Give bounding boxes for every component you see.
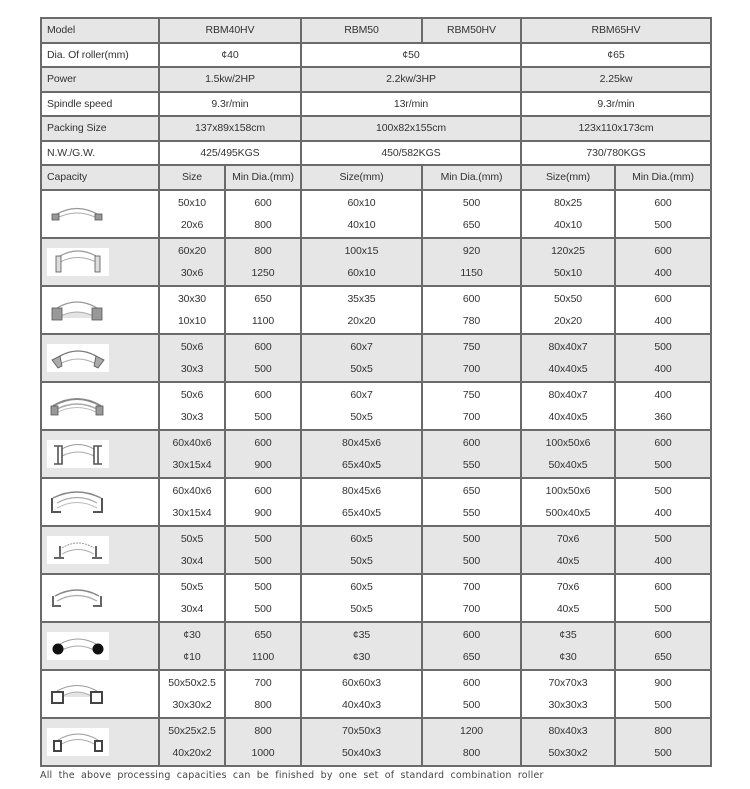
- min-dia-cell: [615, 286, 711, 334]
- size-cell: [301, 190, 422, 238]
- value-min: 500: [254, 602, 272, 615]
- value-min: 50x5: [350, 602, 373, 615]
- profile-cell: [41, 286, 159, 334]
- capacity-row: [41, 238, 711, 286]
- flat-bar-edgewise-icon: [47, 248, 109, 276]
- value-min: 60x10: [347, 266, 376, 279]
- value-min: 500: [254, 410, 272, 423]
- value-min: 400: [654, 554, 672, 567]
- value-min: 400: [654, 314, 672, 327]
- size-cell: [159, 190, 225, 238]
- value-max: 600: [654, 628, 672, 641]
- size-cell: [521, 430, 615, 478]
- size-cell: [159, 286, 225, 334]
- row-spindle-speed: [41, 92, 711, 117]
- min-dia-cell: [422, 286, 521, 334]
- size-cell: [521, 334, 615, 382]
- rect-tube-icon: [47, 728, 109, 756]
- value-max: 600: [654, 244, 672, 257]
- profile-cell: [41, 574, 159, 622]
- value-min: 800: [254, 698, 272, 711]
- value-max: 500: [462, 196, 481, 209]
- footnote: All the above processing capacities can be finished by one set of standard combination roller: [40, 770, 544, 781]
- value-max: 900: [654, 676, 672, 689]
- value-min: 650: [462, 218, 481, 231]
- value-min: 20x20: [553, 314, 583, 327]
- value-min: 550: [462, 506, 481, 519]
- min-dia-cell: [422, 382, 521, 430]
- capacity-row: [41, 526, 711, 574]
- value-max: 500: [462, 532, 481, 545]
- min-dia-cell: [225, 430, 301, 478]
- value-max: 100x50x6: [545, 484, 591, 497]
- row-label: Capacity: [41, 165, 159, 190]
- value-min: ¢30: [352, 650, 371, 663]
- min-dia-cell: [422, 526, 521, 574]
- value-min: 20x6: [180, 218, 204, 231]
- min-dia-cell: [225, 238, 301, 286]
- capacity-row: [41, 670, 711, 718]
- min-dia-cell: [422, 238, 521, 286]
- size-cell: [301, 670, 422, 718]
- row-roller-dia: [41, 43, 711, 68]
- value-min: 50x30x2: [548, 746, 588, 759]
- size-cell: [521, 622, 615, 670]
- row-packing-size: [41, 116, 711, 141]
- size-cell: [521, 238, 615, 286]
- value-max: 700: [462, 580, 481, 593]
- value-max: 800: [254, 724, 272, 737]
- value-max: 1200: [460, 724, 483, 737]
- min-dia-cell: [422, 190, 521, 238]
- min-dia-cell: [422, 574, 521, 622]
- value-min: 1100: [251, 650, 275, 663]
- value-max: 50x10: [177, 196, 207, 209]
- value-min: 30x4: [180, 602, 204, 615]
- row-model: [41, 18, 711, 43]
- value-cell: 450/582KGS: [301, 141, 521, 166]
- value-min: 40x10: [553, 218, 583, 231]
- value-min: 30x6: [180, 266, 204, 279]
- value-cell: 1.5kw/2HP: [159, 67, 301, 92]
- size-cell: [521, 190, 615, 238]
- value-max: 80x40x3: [548, 724, 588, 737]
- round-bar-icon: [47, 632, 109, 660]
- square-tube-icon: [47, 680, 107, 708]
- row-label: Spindle speed: [41, 92, 159, 117]
- profile-cell: [41, 190, 159, 238]
- value-min: 700: [462, 410, 481, 423]
- value-max: 50x5: [180, 580, 204, 593]
- value-min: 1250: [251, 266, 275, 279]
- value-max: 600: [462, 292, 481, 305]
- profile-cell: [41, 526, 159, 574]
- value-max: 60x10: [347, 196, 376, 209]
- min-dia-cell: [615, 670, 711, 718]
- value-max: 750: [462, 340, 481, 353]
- value-min: 900: [254, 506, 272, 519]
- capacity-row: [41, 286, 711, 334]
- profile-cell: [41, 430, 159, 478]
- min-dia-cell: [225, 478, 301, 526]
- column-header: Min Dia.(mm): [422, 165, 521, 190]
- row-label: Power: [41, 67, 159, 92]
- min-dia-cell: [615, 574, 711, 622]
- min-dia-cell: [225, 670, 301, 718]
- capacity-row: [41, 718, 711, 766]
- profile-cell: [41, 382, 159, 430]
- row-label: Model: [41, 18, 159, 43]
- value-max: 800: [254, 244, 272, 257]
- size-cell: [301, 478, 422, 526]
- capacity-row: [41, 622, 711, 670]
- size-cell: [301, 286, 422, 334]
- value-min: 800: [254, 218, 272, 231]
- value-max: 70x6: [556, 580, 580, 593]
- spec-table: [40, 17, 712, 767]
- model-cell: RBM65HV: [521, 18, 711, 43]
- value-min: 500: [462, 554, 481, 567]
- value-max: 50x6: [180, 388, 204, 401]
- value-cell: 2.2kw/3HP: [301, 67, 521, 92]
- value-max: 600: [462, 436, 481, 449]
- value-min: 50x5: [350, 362, 373, 375]
- value-max: 600: [654, 436, 672, 449]
- value-min: 65x40x5: [342, 458, 381, 471]
- value-min: 700: [462, 602, 481, 615]
- value-cell: ¢50: [301, 43, 521, 68]
- value-min: 500: [654, 746, 672, 759]
- value-max: 70x70x3: [548, 676, 588, 689]
- value-min: 550: [462, 458, 481, 471]
- capacity-row: [41, 574, 711, 622]
- size-cell: [159, 526, 225, 574]
- size-cell: [301, 334, 422, 382]
- min-dia-cell: [615, 238, 711, 286]
- value-max: 80x40x7: [548, 388, 588, 401]
- value-min: 30x3: [180, 362, 204, 375]
- min-dia-cell: [615, 718, 711, 766]
- value-min: 700: [462, 362, 481, 375]
- value-min: 40x5: [556, 554, 580, 567]
- min-dia-cell: [422, 334, 521, 382]
- value-min: 50x5: [350, 554, 373, 567]
- profile-cell: [41, 334, 159, 382]
- value-max: 60x20: [177, 244, 207, 257]
- value-max: 500: [254, 532, 272, 545]
- value-max: 500: [254, 580, 272, 593]
- channel-in-icon: [47, 488, 107, 516]
- value-min: 650: [462, 650, 481, 663]
- value-cell: 9.3r/min: [159, 92, 301, 117]
- value-cell: 137x89x158cm: [159, 116, 301, 141]
- value-min: 50x40x5: [548, 458, 588, 471]
- size-cell: [159, 430, 225, 478]
- value-cell: 425/495KGS: [159, 141, 301, 166]
- value-max: 50x6: [180, 340, 204, 353]
- value-max: 80x45x6: [342, 484, 381, 497]
- row-weight: [41, 141, 711, 166]
- capacity-row: [41, 334, 711, 382]
- row-label: Packing Size: [41, 116, 159, 141]
- value-max: 650: [254, 292, 272, 305]
- value-min: 400: [654, 362, 672, 375]
- value-max: ¢30: [183, 628, 201, 641]
- angle-iron-in-icon: [47, 392, 107, 420]
- profile-cell: [41, 478, 159, 526]
- min-dia-cell: [422, 622, 521, 670]
- min-dia-cell: [225, 190, 301, 238]
- capacity-rows: [41, 190, 711, 766]
- value-min: 30x30x3: [548, 698, 588, 711]
- min-dia-cell: [615, 526, 711, 574]
- size-cell: [159, 622, 225, 670]
- value-max: 600: [254, 196, 272, 209]
- min-dia-cell: [422, 670, 521, 718]
- value-min: 50x5: [350, 410, 373, 423]
- row-capacity-header: [41, 165, 711, 190]
- value-min: 30x30x2: [172, 698, 212, 711]
- t-bar-out-icon: [47, 536, 109, 564]
- min-dia-cell: [225, 334, 301, 382]
- value-max: 600: [654, 196, 672, 209]
- min-dia-cell: [615, 190, 711, 238]
- size-cell: [159, 382, 225, 430]
- profile-cell: [41, 238, 159, 286]
- value-min: 360: [654, 410, 672, 423]
- size-cell: [521, 286, 615, 334]
- value-min: ¢30: [559, 650, 577, 663]
- value-max: 600: [254, 484, 272, 497]
- value-max: 70x6: [556, 532, 580, 545]
- row-label: Dia. Of roller(mm): [41, 43, 159, 68]
- value-min: 780: [462, 314, 481, 327]
- size-cell: [159, 718, 225, 766]
- value-min: 65x40x5: [342, 506, 381, 519]
- value-max: 500: [654, 484, 672, 497]
- min-dia-cell: [225, 718, 301, 766]
- value-max: 80x40x7: [548, 340, 588, 353]
- value-min: 50x40x3: [342, 746, 381, 759]
- value-cell: ¢40: [159, 43, 301, 68]
- min-dia-cell: [225, 382, 301, 430]
- value-min: 1150: [460, 266, 483, 279]
- min-dia-cell: [225, 574, 301, 622]
- size-cell: [301, 430, 422, 478]
- column-header: Size(mm): [301, 165, 422, 190]
- value-max: 60x7: [350, 388, 373, 401]
- value-max: 750: [462, 388, 481, 401]
- size-cell: [159, 670, 225, 718]
- profile-cell: [41, 718, 159, 766]
- size-cell: [301, 238, 422, 286]
- value-min: 500: [254, 362, 272, 375]
- model-cell: RBM50HV: [422, 18, 521, 43]
- model-cell: RBM50: [301, 18, 422, 43]
- size-cell: [521, 718, 615, 766]
- value-min: 1100: [251, 314, 275, 327]
- min-dia-cell: [615, 382, 711, 430]
- value-max: 60x7: [350, 340, 373, 353]
- value-min: 10x10: [177, 314, 207, 327]
- value-min: 500: [654, 218, 672, 231]
- value-max: ¢35: [559, 628, 577, 641]
- value-min: 30x3: [180, 410, 204, 423]
- size-cell: [159, 478, 225, 526]
- profile-cell: [41, 622, 159, 670]
- value-max: 100x15: [344, 244, 379, 257]
- min-dia-cell: [422, 478, 521, 526]
- value-min: 500: [462, 698, 481, 711]
- capacity-row: [41, 478, 711, 526]
- capacity-row: [41, 430, 711, 478]
- size-cell: [521, 382, 615, 430]
- min-dia-cell: [615, 478, 711, 526]
- value-max: 60x5: [350, 532, 373, 545]
- value-min: 1000: [251, 746, 275, 759]
- column-header: Size(mm): [521, 165, 615, 190]
- value-max: 600: [254, 436, 272, 449]
- value-max: 600: [654, 580, 672, 593]
- row-label: N.W./G.W.: [41, 141, 159, 166]
- min-dia-cell: [615, 430, 711, 478]
- value-max: 650: [462, 484, 481, 497]
- value-min: 400: [654, 506, 672, 519]
- value-max: 800: [654, 724, 672, 737]
- value-min: 30x15x4: [172, 458, 212, 471]
- size-cell: [521, 526, 615, 574]
- column-header: Min Dia.(mm): [615, 165, 711, 190]
- angle-iron-out-icon: [47, 344, 109, 372]
- flat-bar-icon: [47, 200, 107, 228]
- min-dia-cell: [615, 334, 711, 382]
- value-max: 50x5: [180, 532, 204, 545]
- column-header: Size: [159, 165, 225, 190]
- value-max: 400: [654, 388, 672, 401]
- square-bar-icon: [47, 296, 107, 324]
- capacity-row: [41, 382, 711, 430]
- value-max: 35x35: [347, 292, 376, 305]
- min-dia-cell: [225, 286, 301, 334]
- size-cell: [521, 478, 615, 526]
- value-min: 800: [462, 746, 481, 759]
- value-max: 80x25: [553, 196, 583, 209]
- min-dia-cell: [422, 718, 521, 766]
- size-cell: [301, 526, 422, 574]
- value-max: 70x50x3: [342, 724, 381, 737]
- value-max: ¢35: [352, 628, 371, 641]
- value-min: 40x10: [347, 218, 376, 231]
- value-min: 500: [654, 602, 672, 615]
- value-min: 40x40x3: [342, 698, 381, 711]
- value-min: ¢10: [183, 650, 201, 663]
- value-cell: 2.25kw: [521, 67, 711, 92]
- value-min: 500x40x5: [545, 506, 591, 519]
- value-min: 400: [654, 266, 672, 279]
- value-cell: 9.3r/min: [521, 92, 711, 117]
- size-cell: [521, 574, 615, 622]
- value-min: 500: [654, 458, 672, 471]
- value-max: 60x40x6: [172, 484, 212, 497]
- value-max: 920: [462, 244, 481, 257]
- value-min: 40x20x2: [172, 746, 212, 759]
- size-cell: [301, 382, 422, 430]
- size-cell: [301, 574, 422, 622]
- value-min: 500: [254, 554, 272, 567]
- value-cell: 100x82x155cm: [301, 116, 521, 141]
- row-power: [41, 67, 711, 92]
- value-max: 500: [654, 340, 672, 353]
- value-max: 60x60x3: [342, 676, 381, 689]
- value-max: 30x30: [177, 292, 207, 305]
- value-max: 60x40x6: [172, 436, 212, 449]
- value-max: 600: [254, 388, 272, 401]
- channel-out-icon: [47, 440, 109, 468]
- value-max: 100x50x6: [545, 436, 591, 449]
- value-cell: 123x110x173cm: [521, 116, 711, 141]
- value-min: 40x40x5: [548, 362, 588, 375]
- min-dia-cell: [615, 622, 711, 670]
- value-max: 600: [462, 628, 481, 641]
- value-min: 40x40x5: [548, 410, 588, 423]
- capacity-row: [41, 190, 711, 238]
- value-max: 600: [462, 676, 481, 689]
- min-dia-cell: [225, 622, 301, 670]
- value-min: 900: [254, 458, 272, 471]
- value-min: 500: [654, 698, 672, 711]
- size-cell: [159, 238, 225, 286]
- size-cell: [301, 622, 422, 670]
- size-cell: [521, 670, 615, 718]
- column-header: Min Dia.(mm): [225, 165, 301, 190]
- value-min: 40x5: [556, 602, 580, 615]
- value-min: 30x4: [180, 554, 204, 567]
- value-min: 50x10: [553, 266, 583, 279]
- value-max: 50x25x2.5: [168, 724, 216, 737]
- size-cell: [159, 574, 225, 622]
- value-max: 600: [254, 340, 272, 353]
- value-max: 60x5: [350, 580, 373, 593]
- model-cell: RBM40HV: [159, 18, 301, 43]
- size-cell: [301, 718, 422, 766]
- min-dia-cell: [225, 526, 301, 574]
- t-bar-in-icon: [47, 584, 107, 612]
- value-max: 50x50x2.5: [168, 676, 216, 689]
- profile-cell: [41, 670, 159, 718]
- min-dia-cell: [422, 430, 521, 478]
- value-max: 600: [654, 292, 672, 305]
- value-max: 500: [654, 532, 672, 545]
- value-max: 80x45x6: [342, 436, 381, 449]
- value-cell: ¢65: [521, 43, 711, 68]
- value-cell: 13r/min: [301, 92, 521, 117]
- value-min: 20x20: [347, 314, 376, 327]
- value-max: 120x25: [551, 244, 585, 257]
- value-max: 650: [254, 628, 272, 641]
- value-min: 650: [654, 650, 672, 663]
- value-min: 30x15x4: [172, 506, 212, 519]
- value-cell: 730/780KGS: [521, 141, 711, 166]
- size-cell: [159, 334, 225, 382]
- value-max: 50x50: [553, 292, 583, 305]
- value-max: 700: [254, 676, 272, 689]
